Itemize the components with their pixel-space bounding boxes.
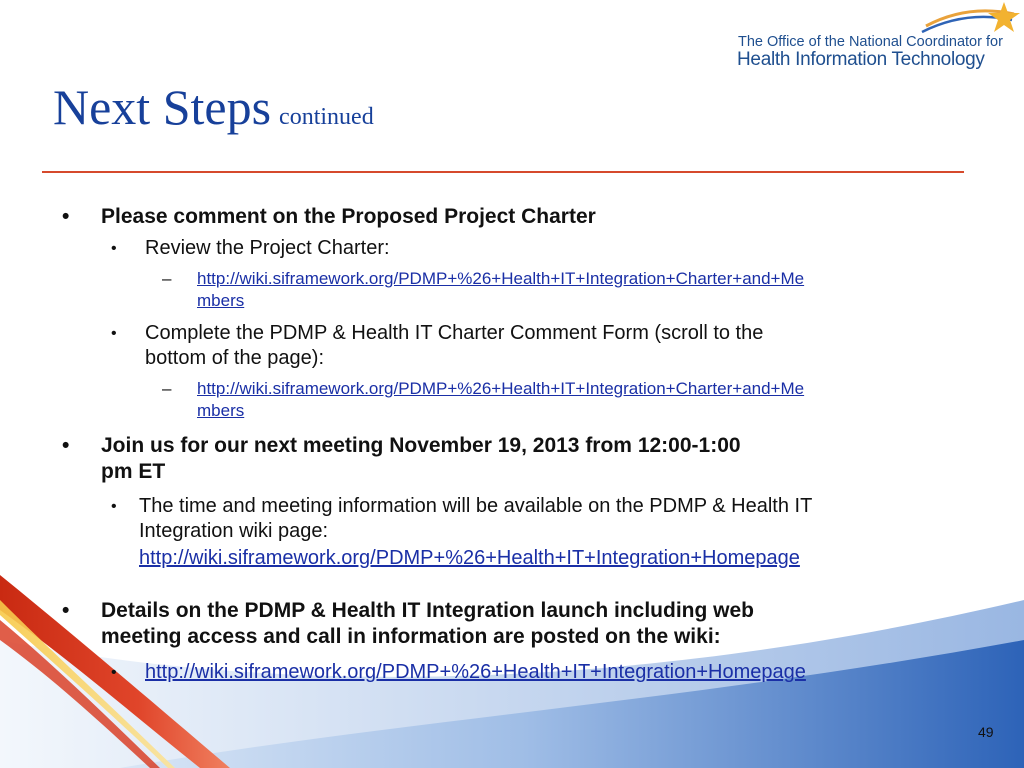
title-subtitle: continued: [279, 104, 374, 130]
charter-link-1-line-1[interactable]: http://wiki.siframework.org/PDMP+%26+Health+IT+Integration+Charter+and+Me: [197, 269, 805, 288]
bullet-2-1-line-2: Integration wiki page:: [139, 520, 329, 542]
bullet-2-line-2: pm ET: [101, 460, 166, 483]
homepage-link-2-text[interactable]: http://wiki.siframework.org/PDMP+%26+Health+IT+Integration+Homepage: [145, 661, 806, 683]
bullet-marker: •: [62, 434, 70, 457]
charter-link-2-line-2[interactable]: mbers: [197, 401, 245, 420]
page-title: [53, 78, 374, 136]
homepage-link-2[interactable]: [145, 660, 806, 684]
bullet-marker: •: [111, 325, 117, 342]
dash-marker: –: [162, 269, 172, 288]
bullet-3-line-1: Details on the PDMP & Health IT Integration launch including web: [101, 599, 754, 622]
charter-link-1-cont[interactable]: [197, 290, 244, 312]
charter-link-2-cont[interactable]: [197, 400, 244, 422]
logo-line-1: The Office of the National Coordinator for: [738, 34, 1003, 50]
charter-link-1-line-2[interactable]: mbers: [197, 291, 245, 310]
page-number: 49: [978, 724, 994, 740]
logo-line-2: Health Information Technology: [737, 49, 985, 70]
dash-marker: –: [162, 379, 172, 398]
bullet-1-2-line-2: bottom of the page):: [145, 347, 325, 369]
homepage-link-1[interactable]: [139, 546, 800, 570]
bullet-marker: •: [111, 664, 117, 681]
charter-link-1[interactable]: [197, 268, 804, 290]
bullet-2-1-line-1: The time and meeting information will be available on the PDMP & Health IT: [139, 495, 813, 517]
bullet-1-2-line-1: Complete the PDMP & Health IT Charter Comment Form (scroll to the: [145, 322, 764, 344]
bullet-marker: •: [62, 599, 70, 622]
bullet-marker: •: [62, 205, 70, 228]
onc-logo: [736, 0, 1024, 80]
bullet-1-1: Review the Project Charter:: [145, 237, 390, 259]
charter-link-2-line-1[interactable]: http://wiki.siframework.org/PDMP+%26+Health+IT+Integration+Charter+and+Me: [197, 379, 805, 398]
title-main: Next Steps: [53, 79, 272, 135]
charter-link-2[interactable]: [197, 378, 804, 400]
title-divider: [42, 171, 964, 173]
bullet-marker: •: [111, 498, 117, 515]
homepage-link-1-text[interactable]: http://wiki.siframework.org/PDMP+%26+Health+IT+Integration+Homepage: [139, 547, 800, 569]
bullet-3-line-2: meeting access and call in information are posted on the wiki:: [101, 625, 721, 648]
bullet-2-line-1: Join us for our next meeting November 19, 2013 from 12:00-1:00: [101, 434, 741, 457]
bullet-1: Please comment on the Proposed Project Charter: [101, 205, 596, 228]
bullet-marker: •: [111, 240, 117, 257]
